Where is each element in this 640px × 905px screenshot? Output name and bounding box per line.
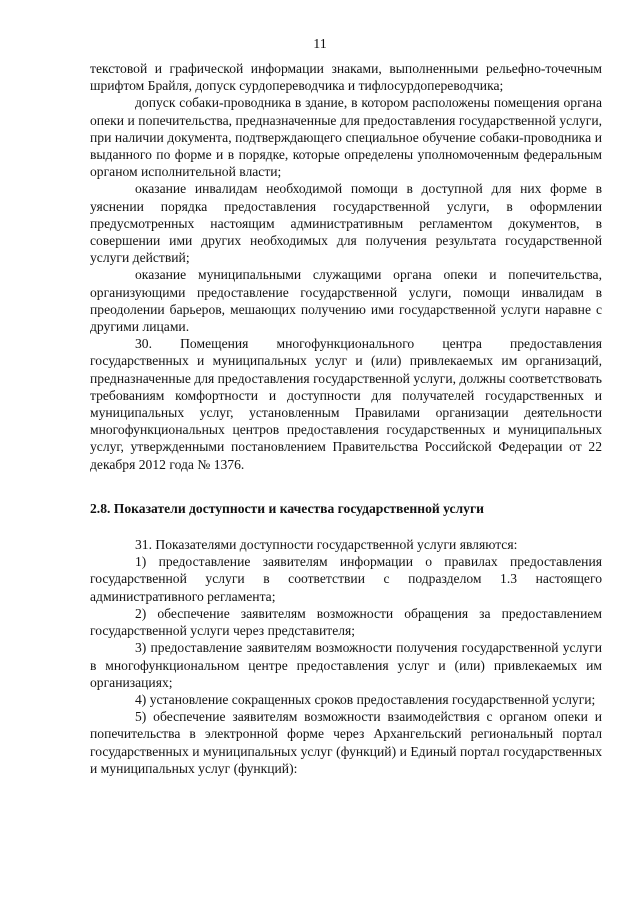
page-number: 11 xyxy=(313,37,327,52)
list-item: 5) обеспечение заявителям возможности взаимодействия с органом опеки и попечительства в электронной форме через Архангельский региональный портал государственных и муниципальных услуг (функций) и Единый портал государственных и муниципальных услуг (функций): xyxy=(90,709,602,776)
paragraph: оказание муниципальными служащими органа опеки и попечительства, организующими предоставление государственной услуги, помощи инвалидам в преодолении барьеров, мешающих получению ими государственной услуги наравне с другими лицами. xyxy=(90,267,602,335)
paragraph: 31. Показателями доступности государственной услуги являются: xyxy=(135,537,518,553)
paragraph: 30. Помещения многофункционального центра предоставления государственных и муниципальных услуг и (или) привлекаемых им организаций, предназначенные для предоставления государственной услуги, должны соответствовать требованиям комфортности и доступности для получателей государственных и муниципальных услуг, установленным Правилами организации деятельности многофункциональных центров предоставления государственных и муниципальных услуг, утвержденными постановлением Правительства Российской Федерации от 22 декабря 2012 года № 1376. xyxy=(90,336,602,472)
list-item: 3) предоставление заявителям возможности получения государственной услуги в многофункциональном центре предоставления услуг и (или) привлекаемых им организациях; xyxy=(90,640,602,690)
list-item: 2) обеспечение заявителям возможности обращения за предоставлением государственной услуги через представителя; xyxy=(90,605,602,639)
section-heading: 2.8. Показатели доступности и качества государственной услуги xyxy=(90,500,484,516)
document-body xyxy=(90,60,602,777)
list-item: 4) установление сокращенных сроков предоставления государственной услуги; xyxy=(135,691,596,707)
list-item: 1) предоставление заявителям информации о правилах предоставления государственной услуги в соответствии с подразделом 1.3 настоящего административного регламента; xyxy=(90,554,602,604)
paragraph: оказание инвалидам необходимой помощи в доступной для них форме в уяснении порядка предоставления государственной услуги, в оформлении предусмотренных настоящим административным регламентом документов, в совершении ими других необходимых для получения результата государственной услуги действий; xyxy=(90,181,602,266)
paragraph: допуск собаки-проводника в здание, в котором расположены помещения органа опеки и попечительства, предназначенные для предоставления государственной услуги, при наличии документа, подтверждающего специальное обучение собаки-проводника и выданного по форме и в порядке, которые определены уполномоченным федеральным органом исполнительной власти; xyxy=(90,95,602,180)
paragraph: текстовой и графической информации знаками, выполненными рельефно-точечным шрифтом Брайля, допуск сурдопереводчика и тифлосурдопереводчика; xyxy=(90,61,602,94)
